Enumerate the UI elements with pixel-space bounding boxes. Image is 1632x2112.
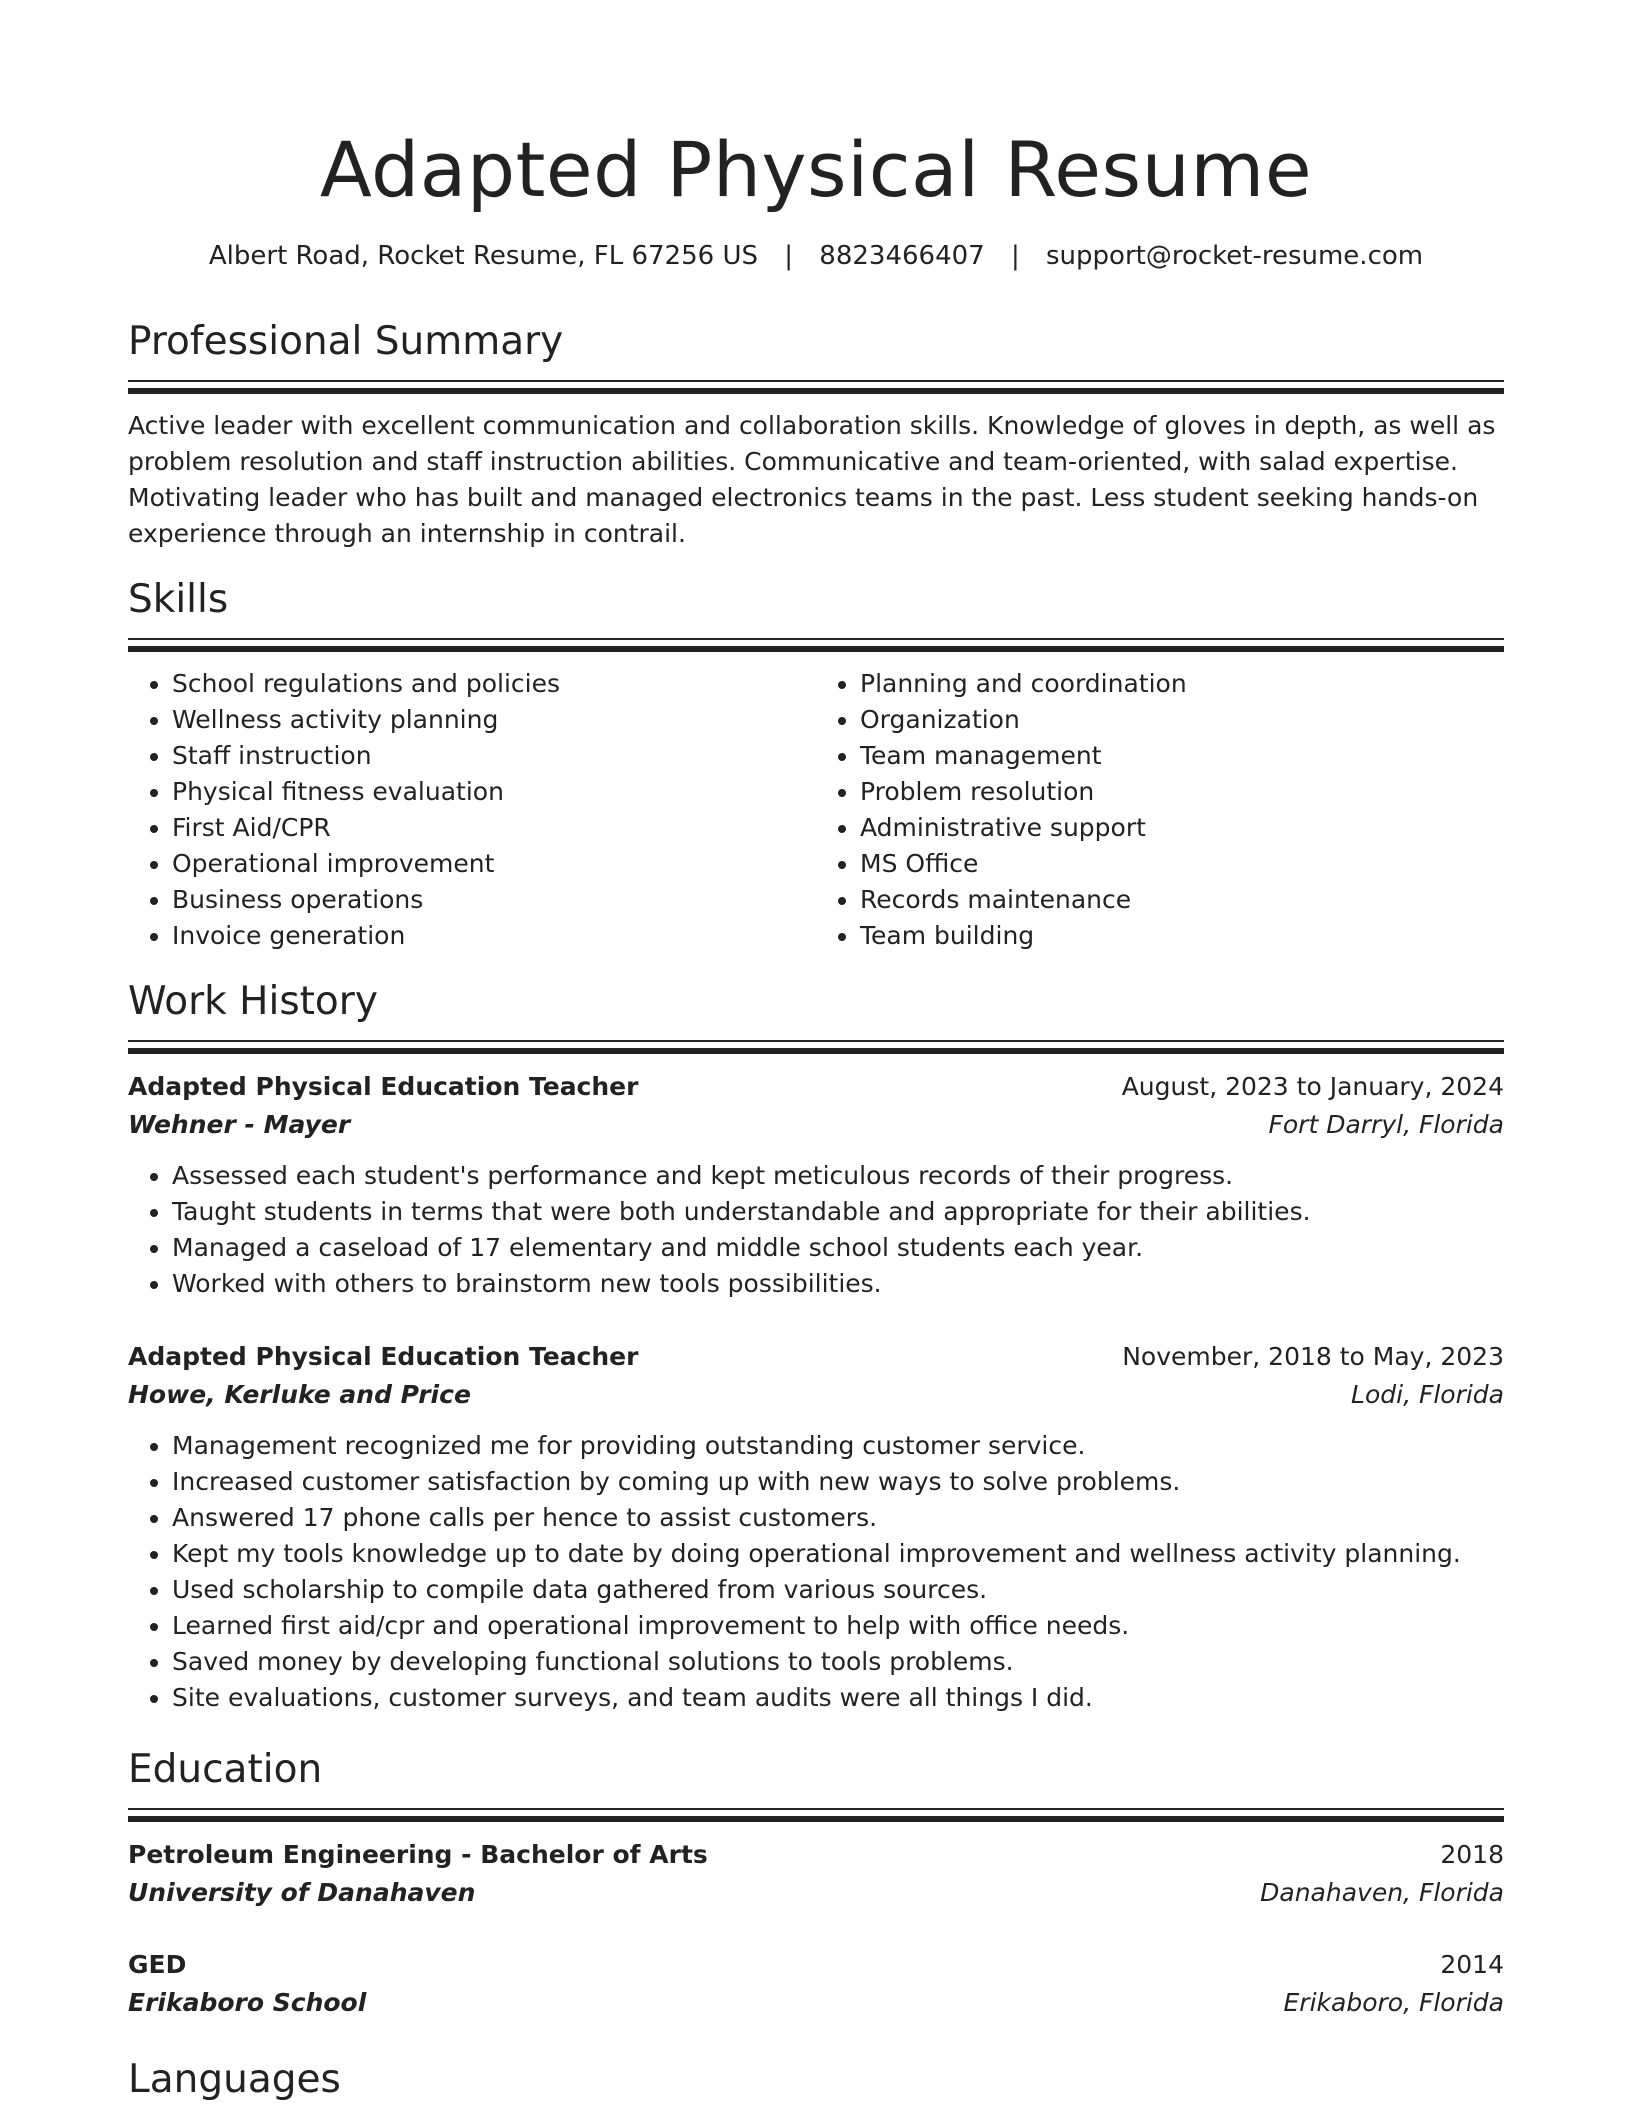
skill-item: • Invoice generation [172, 918, 816, 954]
education-degree: Petroleum Engineering - Bachelor of Arts [128, 1840, 708, 1869]
summary-heading: Professional Summary [128, 319, 564, 364]
job-bullet: • Assessed each student's performance and kept meticulous records of their progress. [172, 1158, 1504, 1194]
contact-line [128, 238, 1504, 274]
section-divider [128, 380, 1504, 394]
job-company: Howe, Kerluke and Price [128, 1380, 471, 1409]
job-bullet: • Management recognized me for providing outstanding customer service. [172, 1428, 1504, 1464]
job-dates: August, 2023 to January, 2024 [1121, 1072, 1504, 1101]
job-header-row [128, 1338, 1504, 1376]
skills-heading: Skills [128, 577, 229, 622]
work-history-section [128, 976, 1504, 1716]
skill-item: • Wellness activity planning [172, 702, 816, 738]
skill-item: • Team building [860, 918, 1504, 954]
education-school-row [128, 1984, 1504, 2022]
job-entry [128, 1338, 1504, 1716]
job-entry [128, 1068, 1504, 1302]
skill-item: • Problem resolution [860, 774, 1504, 810]
job-dates: November, 2018 to May, 2023 [1122, 1342, 1504, 1371]
job-bullet: • Kept my tools knowledge up to date by doing operational improvement and wellness activity planning. [172, 1536, 1504, 1572]
job-bullet: • Learned first aid/cpr and operational improvement to help with office needs. [172, 1608, 1504, 1644]
skills-section [128, 574, 1504, 954]
skill-item: • Operational improvement [172, 846, 816, 882]
education-location: Erikaboro, Florida [1283, 1988, 1504, 2017]
job-bullet: • Managed a caseload of 17 elementary and middle school students each year. [172, 1230, 1504, 1266]
job-bullet: • Taught students in terms that were both understandable and appropriate for their abilities. [172, 1194, 1504, 1230]
job-location: Fort Darryl, Florida [1268, 1110, 1504, 1139]
skill-item: • MS Office [860, 846, 1504, 882]
education-header-row [128, 1836, 1504, 1874]
education-year: 2014 [1440, 1950, 1504, 1979]
education-degree: GED [128, 1950, 187, 1979]
job-title: Adapted Physical Education Teacher [128, 1342, 639, 1371]
section-divider [128, 638, 1504, 652]
education-heading: Education [128, 1747, 323, 1792]
resume-name: Adapted Physical Resume [319, 125, 1313, 214]
skill-item: • First Aid/CPR [172, 810, 816, 846]
job-location: Lodi, Florida [1351, 1380, 1504, 1409]
section-divider [128, 1808, 1504, 1822]
skills-right-column [816, 666, 1504, 954]
section-divider [128, 1040, 1504, 1054]
skill-item: • Business operations [172, 882, 816, 918]
education-school: University of Danahaven [128, 1878, 476, 1907]
work-history-heading: Work History [128, 979, 378, 1024]
languages-section [128, 2054, 1504, 2106]
contact-separator: | [1010, 241, 1020, 271]
skill-item: • Planning and coordination [860, 666, 1504, 702]
job-bullet: • Answered 17 phone calls per hence to assist customers. [172, 1500, 1504, 1536]
education-entry [128, 1946, 1504, 2022]
job-bullet: • Worked with others to brainstorm new tools possibilities. [172, 1266, 1504, 1302]
skill-item: • Organization [860, 702, 1504, 738]
education-school: Erikaboro School [128, 1988, 367, 2017]
job-company-row [128, 1376, 1504, 1414]
education-header-row [128, 1946, 1504, 1984]
education-section [128, 1744, 1504, 2022]
job-bullet: • Saved money by developing functional solutions to tools problems. [172, 1644, 1504, 1680]
education-entry [128, 1836, 1504, 1912]
education-year: 2018 [1440, 1840, 1504, 1869]
summary-section [128, 316, 1504, 552]
skill-item: • Staff instruction [172, 738, 816, 774]
skills-left-column [128, 666, 816, 954]
skill-item: • School regulations and policies [172, 666, 816, 702]
job-bullet: • Increased customer satisfaction by coming up with new ways to solve problems. [172, 1464, 1504, 1500]
job-company: Wehner - Mayer [128, 1110, 351, 1139]
job-bullet: • Site evaluations, customer surveys, and team audits were all things I did. [172, 1680, 1504, 1716]
contact-phone: 8823466407 [819, 241, 985, 271]
languages-heading: Languages [128, 2057, 341, 2102]
skill-item: • Physical fitness evaluation [172, 774, 816, 810]
job-bullet: • Used scholarship to compile data gathered from various sources. [172, 1572, 1504, 1608]
contact-email: support@rocket-resume.com [1046, 241, 1424, 271]
education-school-row [128, 1874, 1504, 1912]
skill-item: • Records maintenance [860, 882, 1504, 918]
skills-grid [128, 666, 1504, 954]
contact-separator: | [784, 241, 794, 271]
job-bullets [128, 1428, 1504, 1716]
job-title: Adapted Physical Education Teacher [128, 1072, 639, 1101]
education-location: Danahaven, Florida [1260, 1878, 1504, 1907]
contact-address: Albert Road, Rocket Resume, FL 67256 US [208, 241, 758, 271]
job-bullets [128, 1158, 1504, 1302]
job-header-row [128, 1068, 1504, 1106]
skill-item: • Team management [860, 738, 1504, 774]
job-company-row [128, 1106, 1504, 1144]
skill-item: • Administrative support [860, 810, 1504, 846]
summary-text: Active leader with excellent communication and collaboration skills. Knowledge of gloves in depth, as well as problem resolution and staff instruction abilities. Communicative and team-oriented, with salad expertise. Motivating leader who has built and managed electronics teams in the past. Less student seeking hands-on experience through an internship in contrail. [128, 411, 1496, 548]
